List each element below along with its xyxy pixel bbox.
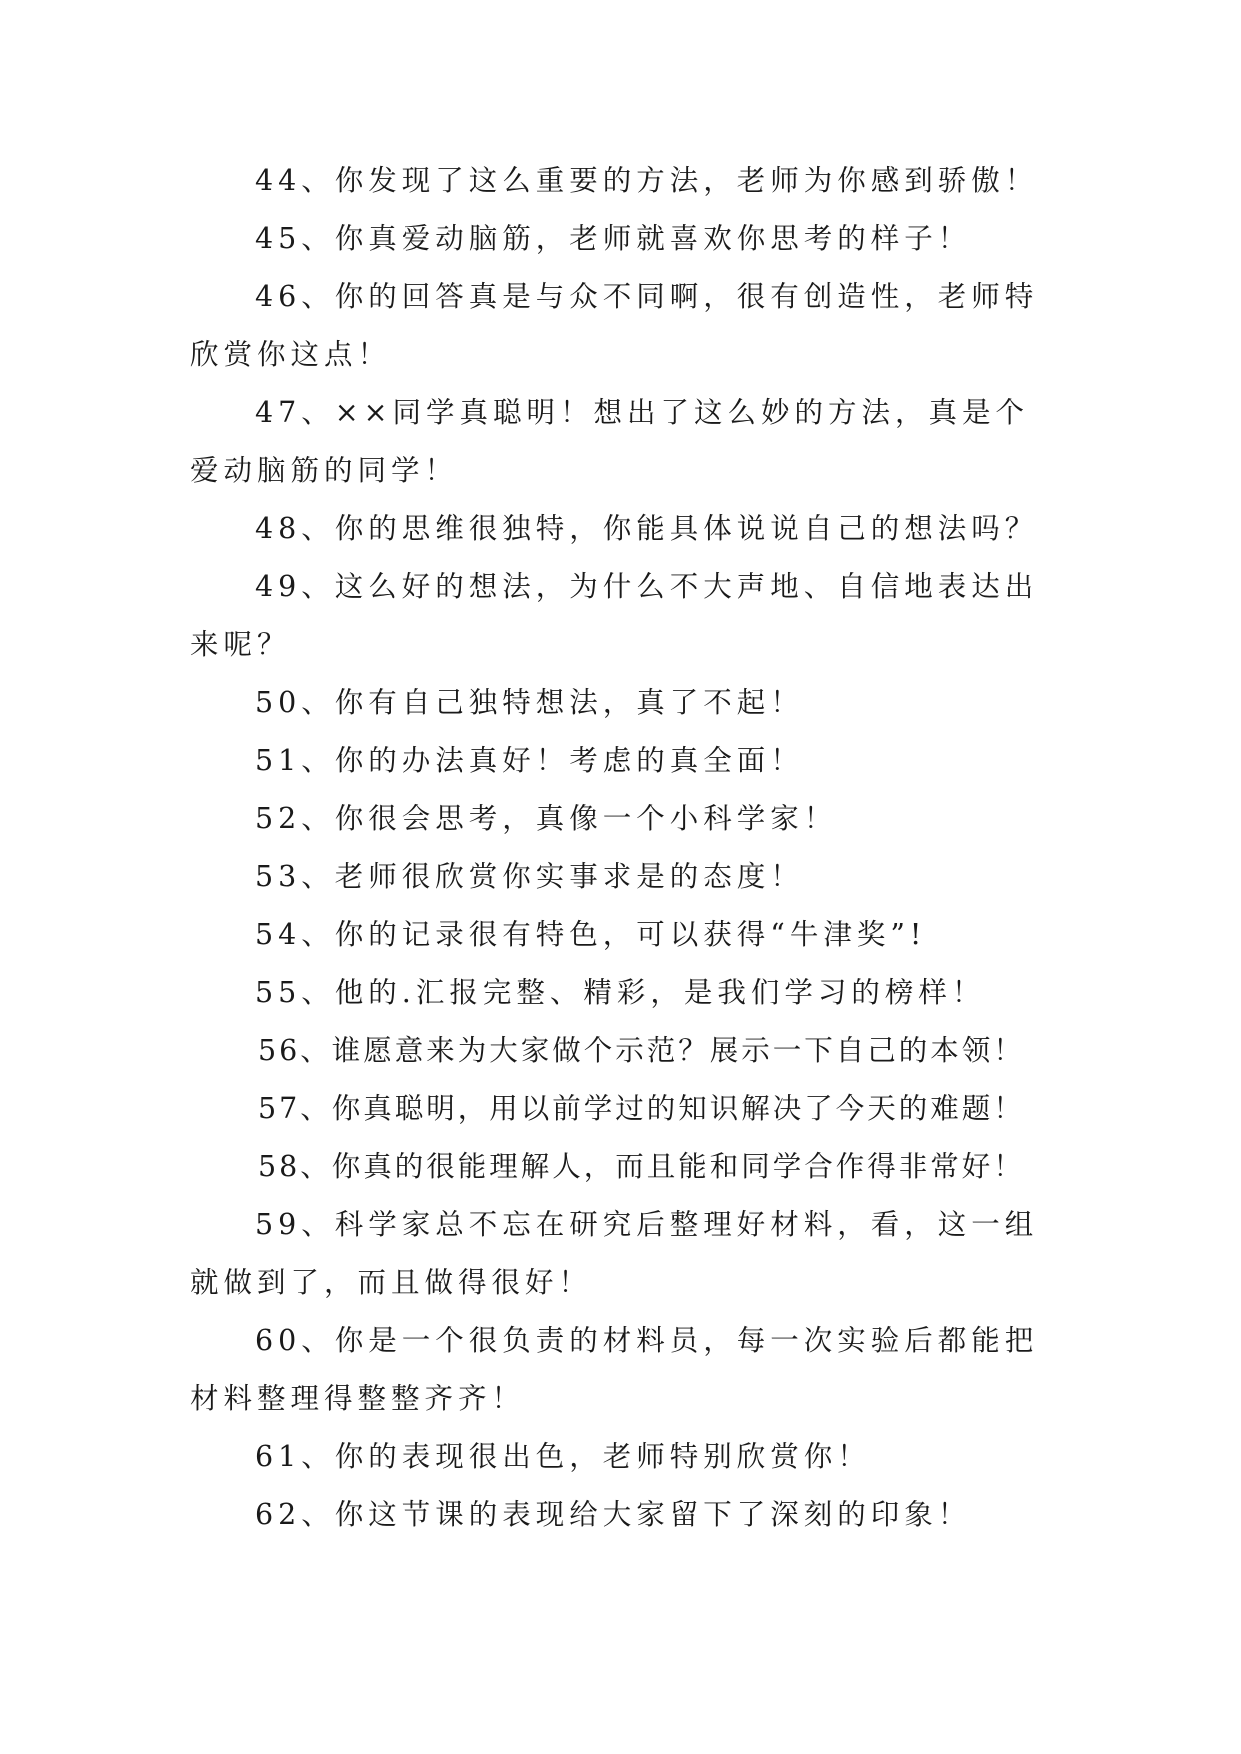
document-body	[190, 152, 1050, 1544]
list-item: 62、你这节课的表现给大家留下了深刻的印象！	[255, 1498, 972, 1531]
list-item: 52、你很会思考，真像一个小科学家！	[255, 802, 838, 835]
list-item: 53、老师很欣赏你实事求是的态度！	[255, 860, 804, 893]
list-item: 58、你真的很能理解人，而且能和同学合作得非常好！	[258, 1150, 1025, 1183]
list-item: 51、你的办法真好！考虑的真全面！	[255, 744, 804, 777]
list-item: 50、你有自己独特想法，真了不起！	[255, 686, 804, 719]
list-item: 47、××同学真聪明！想出了这么妙的方法，真是个爱动脑筋的同学！	[190, 396, 1030, 487]
list-item: 49、这么好的想法，为什么不大声地、自信地表达出来呢？	[190, 570, 1039, 661]
list-item: 55、他的.汇报完整、精彩，是我们学习的榜样！	[255, 976, 986, 1009]
list-item: 46、你的回答真是与众不同啊，很有创造性，老师特欣赏你这点！	[190, 280, 1039, 371]
list-item: 48、你的思维很独特，你能具体说说自己的想法吗？	[255, 512, 1039, 545]
list-item: 56、谁愿意来为大家做个示范？展示一下自己的本领！	[258, 1034, 1025, 1067]
list-item: 54、你的记录很有特色，可以获得“牛津奖”!	[255, 918, 927, 951]
list-item: 60、你是一个很负责的材料员，每一次实验后都能把材料整理得整整齐齐！	[190, 1324, 1039, 1415]
list-item: 61、你的表现很出色，老师特别欣赏你！	[255, 1440, 871, 1473]
list-item: 45、你真爱动脑筋，老师就喜欢你思考的样子！	[255, 222, 972, 255]
list-item: 59、科学家总不忘在研究后整理好材料，看，这一组就做到了，而且做得很好！	[190, 1208, 1039, 1299]
list-item: 44、你发现了这么重要的方法，老师为你感到骄傲！	[255, 164, 1039, 197]
list-item: 57、你真聪明，用以前学过的知识解决了今天的难题！	[258, 1092, 1025, 1125]
